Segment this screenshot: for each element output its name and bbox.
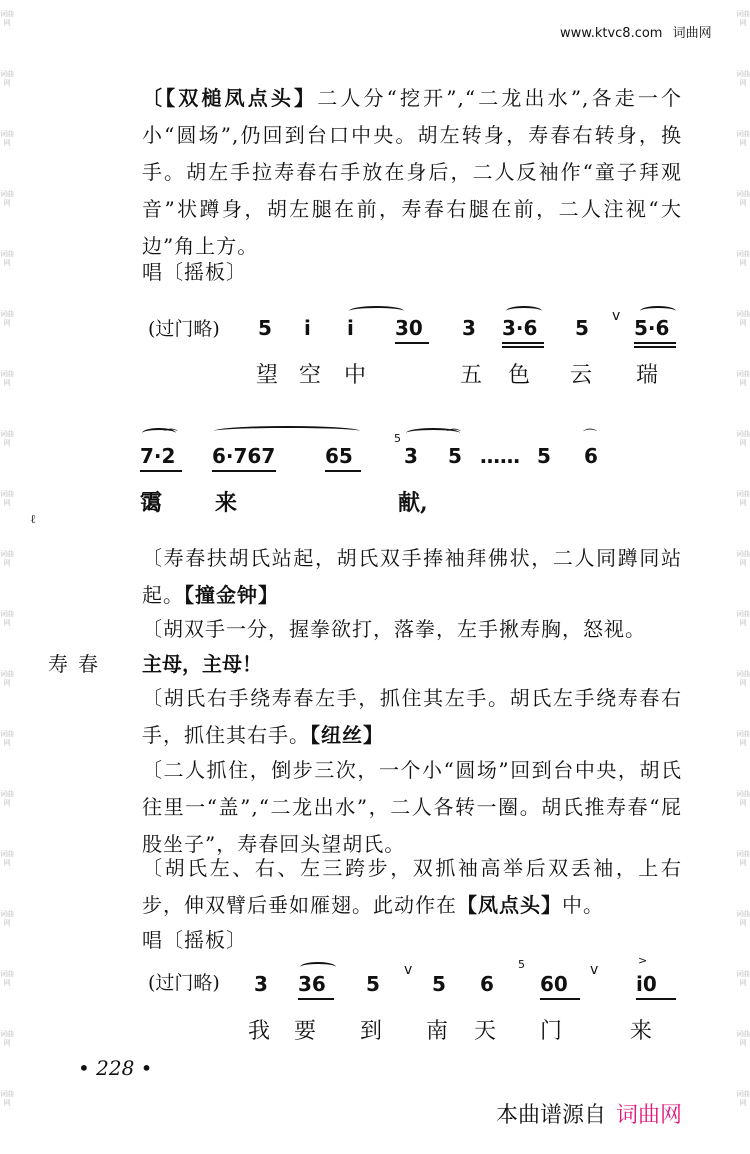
percussion-cue: 【凤点头】 [457,893,562,917]
underline-mark [212,470,276,472]
lyric-line-1 [0,358,750,398]
breath-mark: v [404,962,413,978]
notation-line-1 [0,308,750,352]
watermark-text: 词曲网 [736,70,750,87]
watermark-text: 词曲网 [736,310,750,327]
dialogue-line: 主母，主母！ [142,652,262,676]
note: 7·2 [140,444,176,468]
underline-mark [140,470,182,472]
watermark-text: 词曲网 [736,1030,750,1047]
watermark-text: 词曲网 [0,730,14,747]
watermark-text: 词曲网 [0,70,14,87]
slur-mark [640,306,676,316]
note: i0 [636,972,657,996]
watermark-text: 词曲网 [736,910,750,927]
underline-mark [636,998,676,1000]
stage-direction-6 [142,850,682,924]
grace-note: 5 [518,958,525,971]
lyric-char: 色 [508,363,531,388]
note: 5 [537,444,551,468]
direction-text: 二人分“挖开”,“二龙出水”,各走一个小“圆场”,仍回到台口中央。胡左转身，寿春右转身，换手。胡左手拉寿春右手放在身后，二人反袖作“童子拜观音”状蹲身，胡左腿在前，寿春右腿在前，二人注视“大边”角上方。 [142,86,683,258]
note: 5 [432,972,446,996]
note: 5·6 [634,316,670,340]
direction-text: 〔寿春扶胡氏站起，胡氏双手捧袖拜佛状，二人同蹲同站起。 [142,546,682,607]
watermark-text: 词曲网 [736,730,750,747]
watermark-text: 词曲网 [736,250,750,267]
lyric-char: 来 [630,1019,653,1044]
slur-mark [300,962,336,972]
lyric-line-2 [0,486,750,526]
watermark-text: 词曲网 [0,490,14,507]
note: 6·767 [212,444,276,468]
lyric-char: 南 [426,1019,449,1044]
stray-mark: ℓ [30,512,36,526]
site-brand: 词曲网 [672,26,712,41]
note: 6 [480,972,494,996]
watermark-text: 词曲网 [736,130,750,147]
watermark-text: 词曲网 [0,130,14,147]
lyric-char: 天 [474,1019,497,1044]
stage-direction-3: 〔胡双手一分，握拳欲打，落拳，左手揪寿胸，怒视。 [142,617,646,641]
breath-mark: v [612,308,621,324]
watermark-text: 词曲网 [0,670,14,687]
note: 5 [366,972,380,996]
watermark-text: 词曲网 [736,490,750,507]
watermark-text: 词曲网 [736,430,750,447]
lyric-char: 望 [256,363,279,388]
watermark-text: 词曲网 [0,910,14,927]
note: 5 [575,316,589,340]
watermark-text: 词曲网 [0,850,14,867]
fermata-mark: ⌒ [583,429,597,445]
notation-line-3 [0,954,750,1012]
lyric-line-3 [0,1014,750,1054]
watermark-text: 词曲网 [736,550,750,567]
lyric-char: 来 [215,490,238,516]
watermark-text: 词曲网 [736,670,750,687]
watermark-text: 词曲网 [736,370,750,387]
breath-mark: v [590,962,599,978]
watermark-text: 词曲网 [0,250,14,267]
lyric-char: 霭 [140,490,163,516]
underline-mark [540,998,580,1000]
note: 5 [258,316,272,340]
watermark-text: 词曲网 [0,1030,14,1047]
underline-mark [325,470,361,472]
singing-cue-1: 唱〔摇板〕 [142,260,247,284]
note: 65 [325,444,353,468]
note: i [347,316,354,340]
note: 3·6 [502,316,538,340]
lyric-char: 中 [344,363,367,388]
footer-credit [496,1098,682,1129]
watermark-text: 词曲网 [736,790,750,807]
accent-mark: > [638,954,648,967]
lyric-char: 云 [570,363,593,388]
slur-mark [214,426,360,436]
lyric-char: 我 [248,1019,271,1044]
note: 3 [404,444,418,468]
speaker-name: 寿春 [48,652,108,676]
lyric-char: 献, [398,490,428,516]
lyric-char: 空 [299,363,322,388]
watermark-text: 词曲网 [0,310,14,327]
note: 36 [298,972,326,996]
note: 5 [448,444,462,468]
lyric-char: 要 [294,1019,317,1044]
singing-cue-2: 唱〔摇板〕 [142,928,247,952]
watermark-text: 词曲网 [0,610,14,627]
lyric-char: 瑞 [636,363,659,388]
watermark-text: 词曲网 [0,190,14,207]
fermata-mark: ⌒ [164,429,178,445]
watermark-text: 词曲网 [736,1090,750,1107]
underline-mark [502,346,544,348]
header-source [560,22,740,41]
slur-mark [349,306,404,316]
note: 6 [584,444,598,468]
stage-direction-5: 〔二人抓住，倒步三次，一个小“圆场”回到台中央，胡氏往里一“盖”,“二龙出水”，二人各转一圈。胡氏推寿春“屁股坐子”，寿春回头望胡氏。 [142,758,682,856]
watermark-text: 词曲网 [0,370,14,387]
note: 3 [254,972,268,996]
watermark-text: 词曲网 [0,790,14,807]
watermark-text: 词曲网 [736,610,750,627]
footer-source-text: 本曲谱源自 [496,1103,607,1128]
fermata-mark: ⌒ [447,429,461,445]
watermark-text: 词曲网 [736,850,750,867]
stage-direction-2 [142,540,682,614]
lyric-char: 门 [540,1019,563,1044]
underline-mark [502,342,544,344]
underline-mark [298,998,334,1000]
lyric-char: 到 [360,1019,383,1044]
direction-text: 中。 [562,893,604,917]
page-number: • 228 • [78,1056,153,1080]
watermark-text: 词曲网 [0,10,14,27]
watermark-text: 词曲网 [736,10,750,27]
lyric-char: 五 [460,363,483,388]
watermark-text: 词曲网 [0,1090,14,1107]
stage-direction-4 [142,680,682,754]
underline-mark [395,342,429,344]
underline-mark [634,342,676,344]
note: …… [480,444,520,468]
stage-direction-1 [142,80,682,265]
grace-note: 5 [394,432,401,445]
slur-mark [506,306,542,316]
note: 30 [395,316,423,340]
percussion-cue: 【撞金钟】 [184,583,279,607]
interlude-label: (过门略) [148,318,220,340]
direction-text: 〔胡氏右手绕寿春左手，抓住其左手。胡氏左手绕寿春右手，抓住其右手。 [142,686,682,747]
percussion-cue: 【纽丝】 [310,723,384,747]
watermark-text: 词曲网 [736,190,750,207]
footer-brand-link[interactable]: 词曲网 [616,1103,683,1128]
note: 3 [462,316,476,340]
site-url[interactable]: www.ktvc8.com [560,26,663,41]
direction-text: 〔胡氏左、右、左三跨步，双抓袖高举后双丢袖，上右步，伸双臂后垂如雁翅。此动作在 [142,856,682,917]
watermark-text: 词曲网 [736,970,750,987]
watermark-text: 词曲网 [0,970,14,987]
interlude-label: (过门略) [148,972,220,994]
underline-mark [634,346,676,348]
note: i [304,316,311,340]
note: 60 [540,972,568,996]
watermark-text: 词曲网 [0,550,14,567]
watermark-text: 词曲网 [0,430,14,447]
percussion-cue: 〔【双槌凤点头】 [142,86,318,110]
